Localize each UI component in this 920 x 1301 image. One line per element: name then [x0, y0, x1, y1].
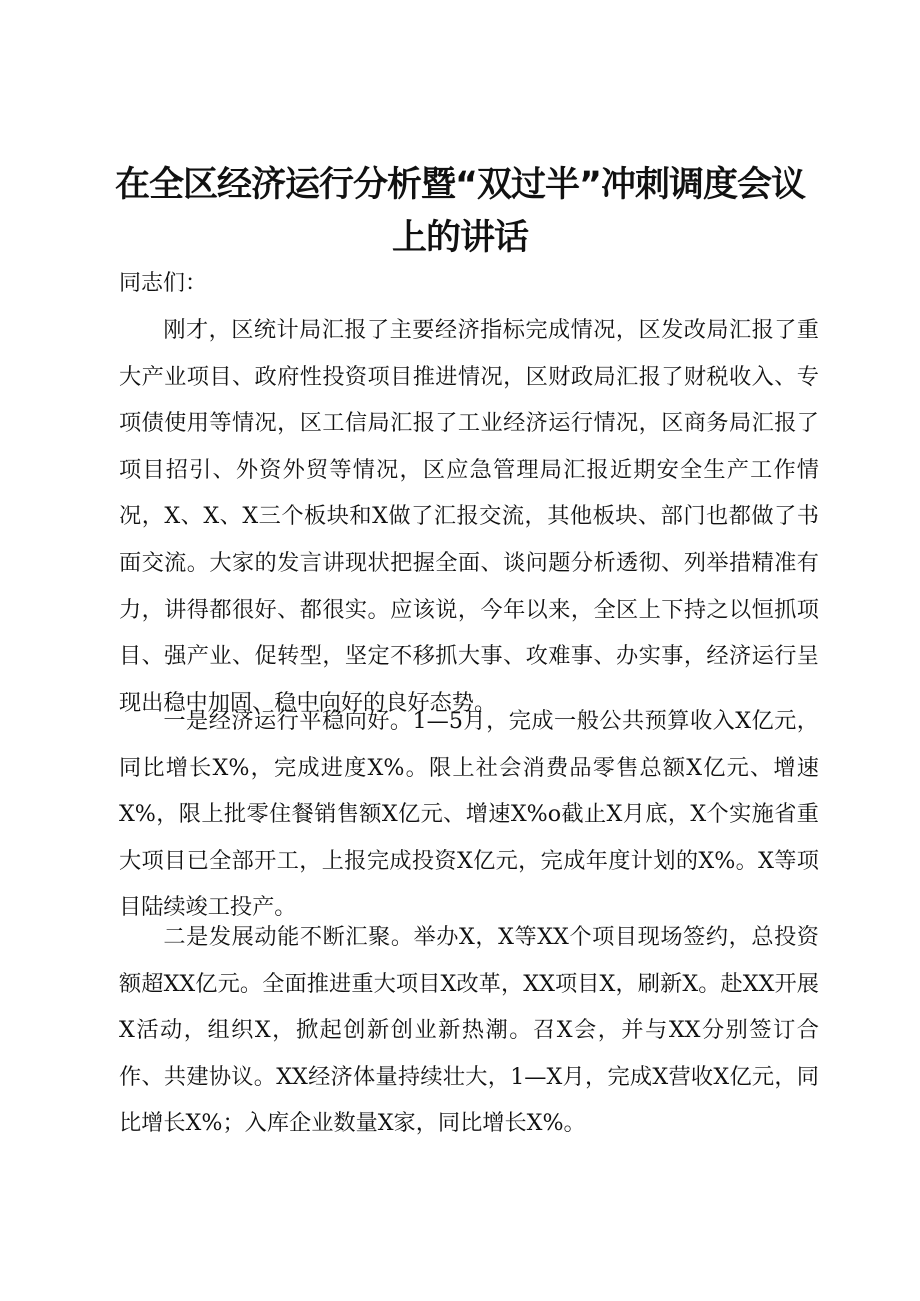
paragraph-momentum: 二是发展动能不断汇聚。举办X，X等XX个项目现场签约，总投资额超XX亿元。全面推进重大项目X改革，XX项目X，刷新X。赴XX开展X活动，组织X，掀起创新创业新热潮。召X会，并与XX分别签订合作、共建协议。XX经济体量持续壮大，1—X月，完成X营收X亿元，同比增长X%；入库企业数量X家，同比增长X%。 — [119, 924, 819, 1137]
paragraph-opening: 刚才，区统计局汇报了主要经济指标完成情况，区发改局汇报了重大产业项目、政府性投资项目推进情况，区财政局汇报了财税收入、专项债使用等情况，区工信局汇报了工业经济运行情况，区商务局汇报了项目招引、外资外贸等情况，区应急管理局汇报近期安全生产工作情况，X、X、X三个板块和X做了汇报交流，其他板块、部门也都做了书面交流。大家的发言讲现状把握全面、谈问题分析透彻、列举措精准有力，讲得都很好、都很实。应该说，今年以来，全区上下持之以恒抓项目、强产业、促转型，坚定不移抓大事、攻难事、办实事，经济运行呈现出稳中加固、稳中向好的良好态势。 — [119, 317, 819, 716]
document-title-line-1: 在全区经济运行分析暨“双过半”冲刺调度会议 — [114, 165, 805, 205]
salutation: 同志们： — [119, 271, 208, 296]
paragraph-economy-stable: 一是经济运行平稳向好。1—5月，完成一般公共预算收入X亿元，同比增长X%，完成进度X%。限上社会消费品零售总额X亿元、增速X%，限上批零住餐销售额X亿元、增速X%o截止X月底，X个实施省重大项目已全部开工，上报完成投资X亿元，完成年度计划的X%。X等项目陆续竣工投产。 — [119, 708, 819, 921]
document-title-line-2: 上的讲话 — [391, 218, 528, 258]
